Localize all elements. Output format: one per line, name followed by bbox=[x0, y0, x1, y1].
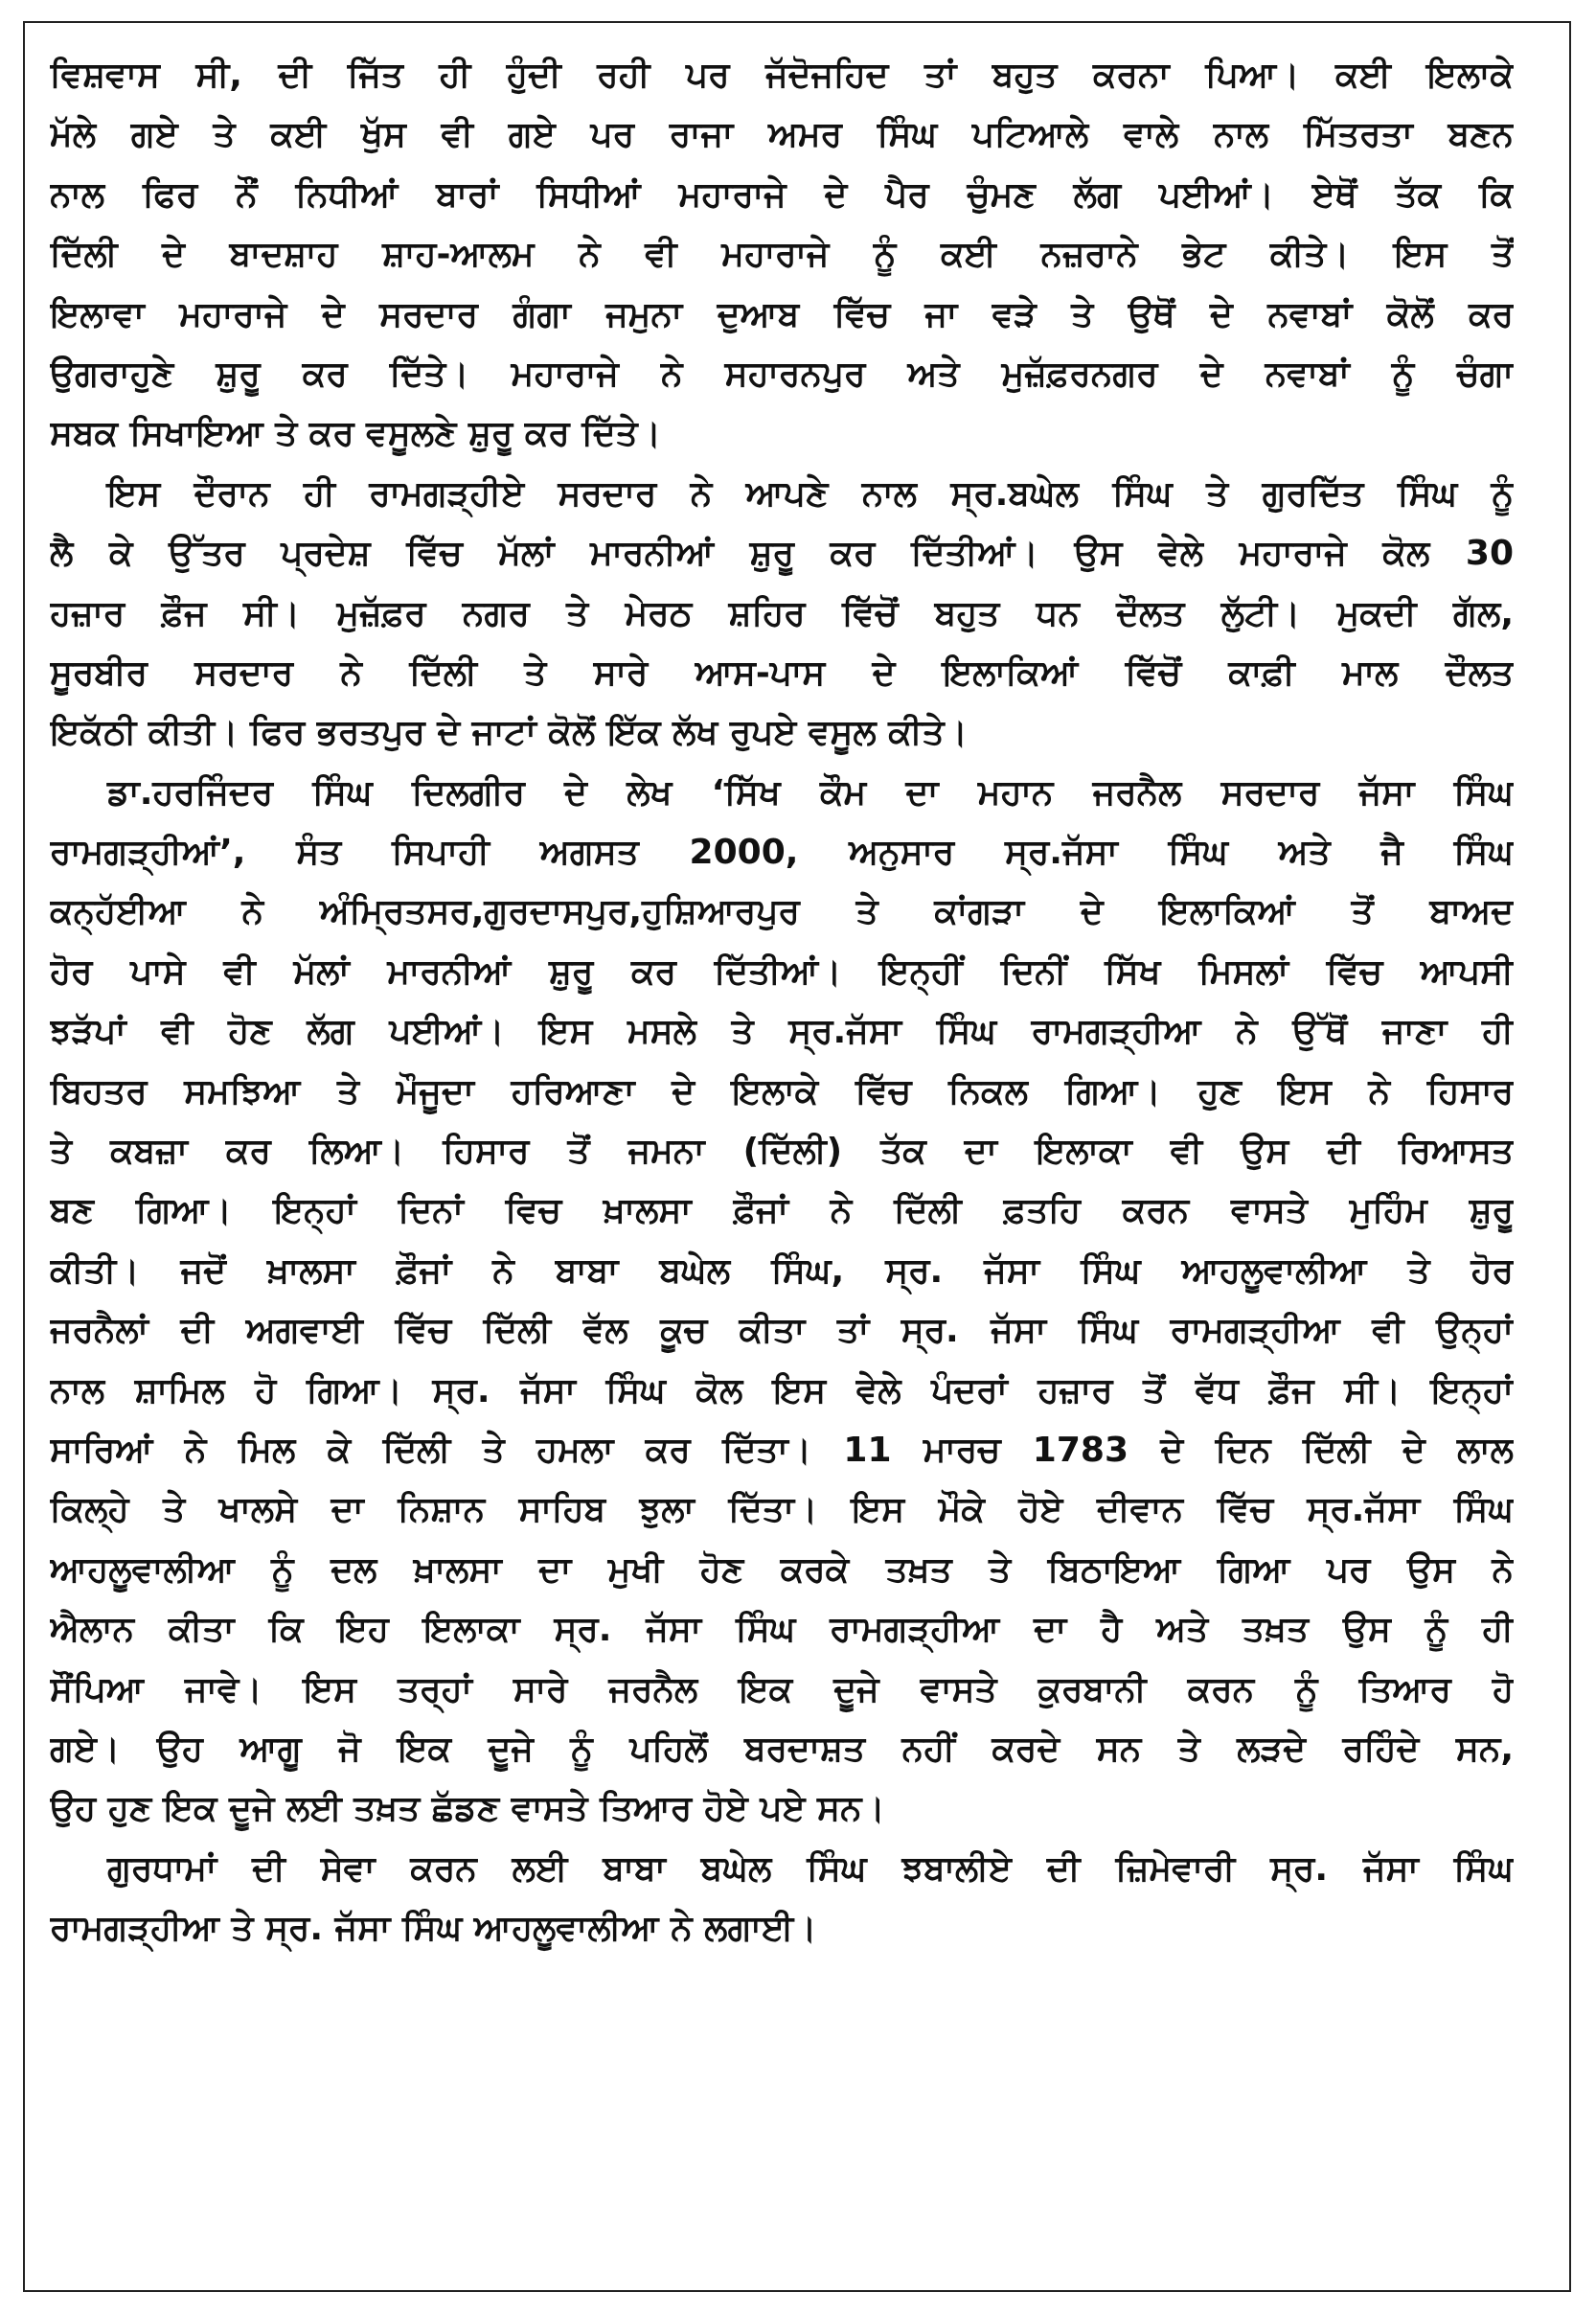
text-line: ਬਿਹਤਰ ਸਮਝਿਆ ਤੇ ਮੌਜੂਦਾ ਹਰਿਆਣਾ ਦੇ ਇਲਾਕੇ ਵਿੱਚ ਨਿਕਲ ਗਿਆ। ਹੁਣ ਇਸ ਨੇ ਹਿਸਾਰ bbox=[50, 1071, 1514, 1112]
text-line: ਆਹਲੂਵਾਲੀਆ ਨੂੰ ਦਲ ਖ਼ਾਲਸਾ ਦਾ ਮੁਖੀ ਹੋਣ ਕਰਕੇ ਤਖ਼ਤ ਤੇ ਬਿਠਾਇਆ ਗਿਆ ਪਰ ਉਸ ਨੇ bbox=[50, 1549, 1514, 1590]
text-line: ਰਾਮਗੜ੍ਹੀਆ ਤੇ ਸ੍ਰ. ਜੱਸਾ ਸਿੰਘ ਆਹਲੂਵਾਲੀਆ ਨੇ ਲਗਾਈ। bbox=[50, 1909, 817, 1949]
text-line: ਨਾਲ ਫਿਰ ਨੌਂ ਨਿਧੀਆਂ ਬਾਰਾਂ ਸਿਧੀਆਂ ਮਹਾਰਾਜੇ ਦੇ ਪੈਰ ਚੁੰਮਣ ਲੱਗ ਪਈਆਂ। ਏਥੋਂ ਤੱਕ ਕਿ bbox=[50, 174, 1514, 215]
text-line: ਤੇ ਕਬਜ਼ਾ ਕਰ ਲਿਆ। ਹਿਸਾਰ ਤੋਂ ਜਮਨਾ (ਦਿੱਲੀ) ਤੱਕ ਦਾ ਇਲਾਕਾ ਵੀ ਉਸ ਦੀ ਰਿਆਸਤ bbox=[50, 1132, 1514, 1172]
text-line: ਬਣ ਗਿਆ। ਇਨ੍ਹਾਂ ਦਿਨਾਂ ਵਿਚ ਖ਼ਾਲਸਾ ਫ਼ੌਜਾਂ ਨੇ ਦਿੱਲੀ ਫ਼ਤਹਿ ਕਰਨ ਵਾਸਤੇ ਮੁਹਿੰਮ ਸ਼ੁਰੂ bbox=[50, 1191, 1514, 1231]
text-line: ਸਾਰਿਆਂ ਨੇ ਮਿਲ ਕੇ ਦਿੱਲੀ ਤੇ ਹਮਲਾ ਕਰ ਦਿੱਤਾ। 11 ਮਾਰਚ 1783 ਦੇ ਦਿਨ ਦਿੱਲੀ ਦੇ ਲਾਲ bbox=[50, 1430, 1514, 1470]
text-line: ਵਿਸ਼ਵਾਸ ਸੀ, ਦੀ ਜਿੱਤ ਹੀ ਹੁੰਦੀ ਰਹੀ ਪਰ ਜੱਦੋਜਹਿਦ ਤਾਂ ਬਹੁਤ ਕਰਨਾ ਪਿਆ। ਕਈ ਇਲਾਕੇ bbox=[50, 56, 1514, 95]
paragraph-first-line: ਇਸ ਦੌਰਾਨ ਹੀ ਰਾਮਗੜ੍ਹੀਏ ਸਰਦਾਰ ਨੇ ਆਪਣੇ ਨਾਲ ਸ੍ਰ.ਬਘੇਲ ਸਿੰਘ ਤੇ ਗੁਰਦਿੱਤ ਸਿੰਘ ਨੂੰ bbox=[107, 473, 1514, 514]
text-line: ਨਾਲ ਸ਼ਾਮਿਲ ਹੋ ਗਿਆ। ਸ੍ਰ. ਜੱਸਾ ਸਿੰਘ ਕੋਲ ਇਸ ਵੇਲੇ ਪੰਦਰਾਂ ਹਜ਼ਾਰ ਤੋਂ ਵੱਧ ਫ਼ੌਜ ਸੀ। ਇਨ੍ਹਾਂ bbox=[50, 1370, 1514, 1410]
text-line: ਐਲਾਨ ਕੀਤਾ ਕਿ ਇਹ ਇਲਾਕਾ ਸ੍ਰ. ਜੱਸਾ ਸਿੰਘ ਰਾਮਗੜ੍ਹੀਆ ਦਾ ਹੈ ਅਤੇ ਤਖ਼ਤ ਉਸ ਨੂੰ ਹੀ bbox=[50, 1610, 1514, 1650]
text-line: ਸੌਂਪਿਆ ਜਾਵੇ। ਇਸ ਤਰ੍ਹਾਂ ਸਾਰੇ ਜਰਨੈਲ ਇਕ ਦੂਜੇ ਵਾਸਤੇ ਕੁਰਬਾਨੀ ਕਰਨ ਨੂੰ ਤਿਆਰ ਹੋ bbox=[50, 1669, 1514, 1709]
text-line: ਕਨ੍ਹੱਈਆ ਨੇ ਅੰਮ੍ਰਿਤਸਰ,ਗੁਰਦਾਸਪੁਰ,ਹੁਸ਼ਿਆਰਪੁਰ ਤੇ ਕਾਂਗੜਾ ਦੇ ਇਲਾਕਿਆਂ ਤੋਂ ਬਾਅਦ bbox=[50, 892, 1514, 932]
text-line: ਜਰਨੈਲਾਂ ਦੀ ਅਗਵਾਈ ਵਿੱਚ ਦਿੱਲੀ ਵੱਲ ਕੂਚ ਕੀਤਾ ਤਾਂ ਸ੍ਰ. ਜੱਸਾ ਸਿੰਘ ਰਾਮਗੜ੍ਹੀਆ ਵੀ ਉਨ੍ਹਾਂ bbox=[50, 1311, 1514, 1351]
text-line: ਉਹ ਹੁਣ ਇਕ ਦੂਜੇ ਲਈ ਤਖ਼ਤ ਛੱਡਣ ਵਾਸਤੇ ਤਿਆਰ ਹੋਏ ਪਏ ਸਨ। bbox=[50, 1789, 885, 1829]
text-line: ਲੈ ਕੇ ਉੱਤਰ ਪ੍ਰਦੇਸ਼ ਵਿੱਚ ਮੱਲਾਂ ਮਾਰਨੀਆਂ ਸ਼ੁਰੂ ਕਰ ਦਿੱਤੀਆਂ। ਉਸ ਵੇਲੇ ਮਹਾਰਾਜੇ ਕੋਲ 30 bbox=[50, 534, 1514, 574]
text-line: ਮੱਲੇ ਗਏ ਤੇ ਕਈ ਖੁੱਸ ਵੀ ਗਏ ਪਰ ਰਾਜਾ ਅਮਰ ਸਿੰਘ ਪਟਿਆਲੇ ਵਾਲੇ ਨਾਲ ਮਿੱਤਰਤਾ ਬਣਨ bbox=[50, 115, 1514, 155]
document-body bbox=[50, 46, 1514, 1960]
text-line: ਕੀਤੀ। ਜਦੋਂ ਖ਼ਾਲਸਾ ਫ਼ੌਜਾਂ ਨੇ ਬਾਬਾ ਬਘੇਲ ਸਿੰਘ, ਸ੍ਰ. ਜੱਸਾ ਸਿੰਘ ਆਹਲੂਵਾਲੀਆ ਤੇ ਹੋਰ bbox=[50, 1250, 1514, 1291]
text-line: ਹਜ਼ਾਰ ਫ਼ੌਜ ਸੀ। ਮੁਜ਼ੱਫ਼ਰ ਨਗਰ ਤੇ ਮੇਰਠ ਸ਼ਹਿਰ ਵਿੱਚੋਂ ਬਹੁਤ ਧਨ ਦੌਲਤ ਲੁੱਟੀ। ਮੁਕਦੀ ਗੱਲ, bbox=[50, 593, 1514, 633]
text-line: ਦਿੱਲੀ ਦੇ ਬਾਦਸ਼ਾਹ ਸ਼ਾਹ-ਆਲਮ ਨੇ ਵੀ ਮਹਾਰਾਜੇ ਨੂੰ ਕਈ ਨਜ਼ਰਾਨੇ ਭੇਟ ਕੀਤੇ। ਇਸ ਤੋਂ bbox=[50, 235, 1514, 275]
text-line: ਇਕੱਠੀ ਕੀਤੀ। ਫਿਰ ਭਰਤਪੁਰ ਦੇ ਜਾਟਾਂ ਕੋਲੋਂ ਇੱਕ ਲੱਖ ਰੁਪਏ ਵਸੂਲ ਕੀਤੇ। bbox=[50, 713, 968, 753]
text-line: ਸਬਕ ਸਿਖਾਇਆ ਤੇ ਕਰ ਵਸੂਲਣੇ ਸ਼ੁਰੂ ਕਰ ਦਿੱਤੇ। bbox=[50, 414, 661, 454]
text-line: ਉਗਰਾਹੁਣੇ ਸ਼ੁਰੂ ਕਰ ਦਿੱਤੇ। ਮਹਾਰਾਜੇ ਨੇ ਸਹਾਰਨਪੁਰ ਅਤੇ ਮੁਜ਼ੱਫ਼ਰਨਗਰ ਦੇ ਨਵਾਬਾਂ ਨੂੰ ਚੰਗਾ bbox=[50, 354, 1514, 394]
paragraph-first-line: ਗੁਰਧਾਮਾਂ ਦੀ ਸੇਵਾ ਕਰਨ ਲਈ ਬਾਬਾ ਬਘੇਲ ਸਿੰਘ ਝਬਾਲੀਏ ਦੀ ਜ਼ਿਮੇਵਾਰੀ ਸ੍ਰ. ਜੱਸਾ ਸਿੰਘ bbox=[107, 1848, 1514, 1889]
text-line: ਹੋਰ ਪਾਸੇ ਵੀ ਮੱਲਾਂ ਮਾਰਨੀਆਂ ਸ਼ੁਰੂ ਕਰ ਦਿੱਤੀਆਂ। ਇਨ੍ਹੀਂ ਦਿਨੀਂ ਸਿੱਖ ਮਿਸਲਾਂ ਵਿੱਚ ਆਪਸੀ bbox=[50, 951, 1514, 992]
text-line: ਇਲਾਵਾ ਮਹਾਰਾਜੇ ਦੇ ਸਰਦਾਰ ਗੰਗਾ ਜਮੁਨਾ ਦੁਆਬ ਵਿੱਚ ਜਾ ਵੜੇ ਤੇ ਉਥੋਂ ਦੇ ਨਵਾਬਾਂ ਕੋਲੋਂ ਕਰ bbox=[50, 294, 1514, 334]
text-line: ਰਾਮਗੜ੍ਹੀਆਂ’, ਸੰਤ ਸਿਪਾਹੀ ਅਗਸਤ 2000, ਅਨੁਸਾਰ ਸ੍ਰ.ਜੱਸਾ ਸਿੰਘ ਅਤੇ ਜੈ ਸਿੰਘ bbox=[50, 833, 1514, 873]
text-line: ਗਏ। ਉਹ ਆਗੂ ਜੋ ਇਕ ਦੂਜੇ ਨੂੰ ਪਹਿਲੋਂ ਬਰਦਾਸ਼ਤ ਨਹੀਂ ਕਰਦੇ ਸਨ ਤੇ ਲੜਦੇ ਰਹਿੰਦੇ ਸਨ, bbox=[50, 1729, 1514, 1769]
text-line: ਸੂਰਬੀਰ ਸਰਦਾਰ ਨੇ ਦਿੱਲੀ ਤੇ ਸਾਰੇ ਆਸ-ਪਾਸ ਦੇ ਇਲਾਕਿਆਂ ਵਿੱਚੋਂ ਕਾਫ਼ੀ ਮਾਲ ਦੌਲਤ bbox=[50, 653, 1514, 693]
text-line: ਕਿਲ੍ਹੇ ਤੇ ਖਾਲਸੇ ਦਾ ਨਿਸ਼ਾਨ ਸਾਹਿਬ ਝੁਲਾ ਦਿੱਤਾ। ਇਸ ਮੌਕੇ ਹੋਏ ਦੀਵਾਨ ਵਿੱਚ ਸ੍ਰ.ਜੱਸਾ ਸਿੰਘ bbox=[50, 1490, 1514, 1530]
paragraph-first-line: ਡਾ.ਹਰਜਿੰਦਰ ਸਿੰਘ ਦਿਲਗੀਰ ਦੇ ਲੇਖ ‘ਸਿੱਖ ਕੌਮ ਦਾ ਮਹਾਨ ਜਰਨੈਲ ਸਰਦਾਰ ਜੱਸਾ ਸਿੰਘ bbox=[107, 772, 1514, 813]
text-line: ਝੜੱਪਾਂ ਵੀ ਹੋਣ ਲੱਗ ਪਈਆਂ। ਇਸ ਮਸਲੇ ਤੇ ਸ੍ਰ.ਜੱਸਾ ਸਿੰਘ ਰਾਮਗੜ੍ਹੀਆ ਨੇ ਉੱਥੋਂ ਜਾਣਾ ਹੀ bbox=[50, 1012, 1514, 1052]
